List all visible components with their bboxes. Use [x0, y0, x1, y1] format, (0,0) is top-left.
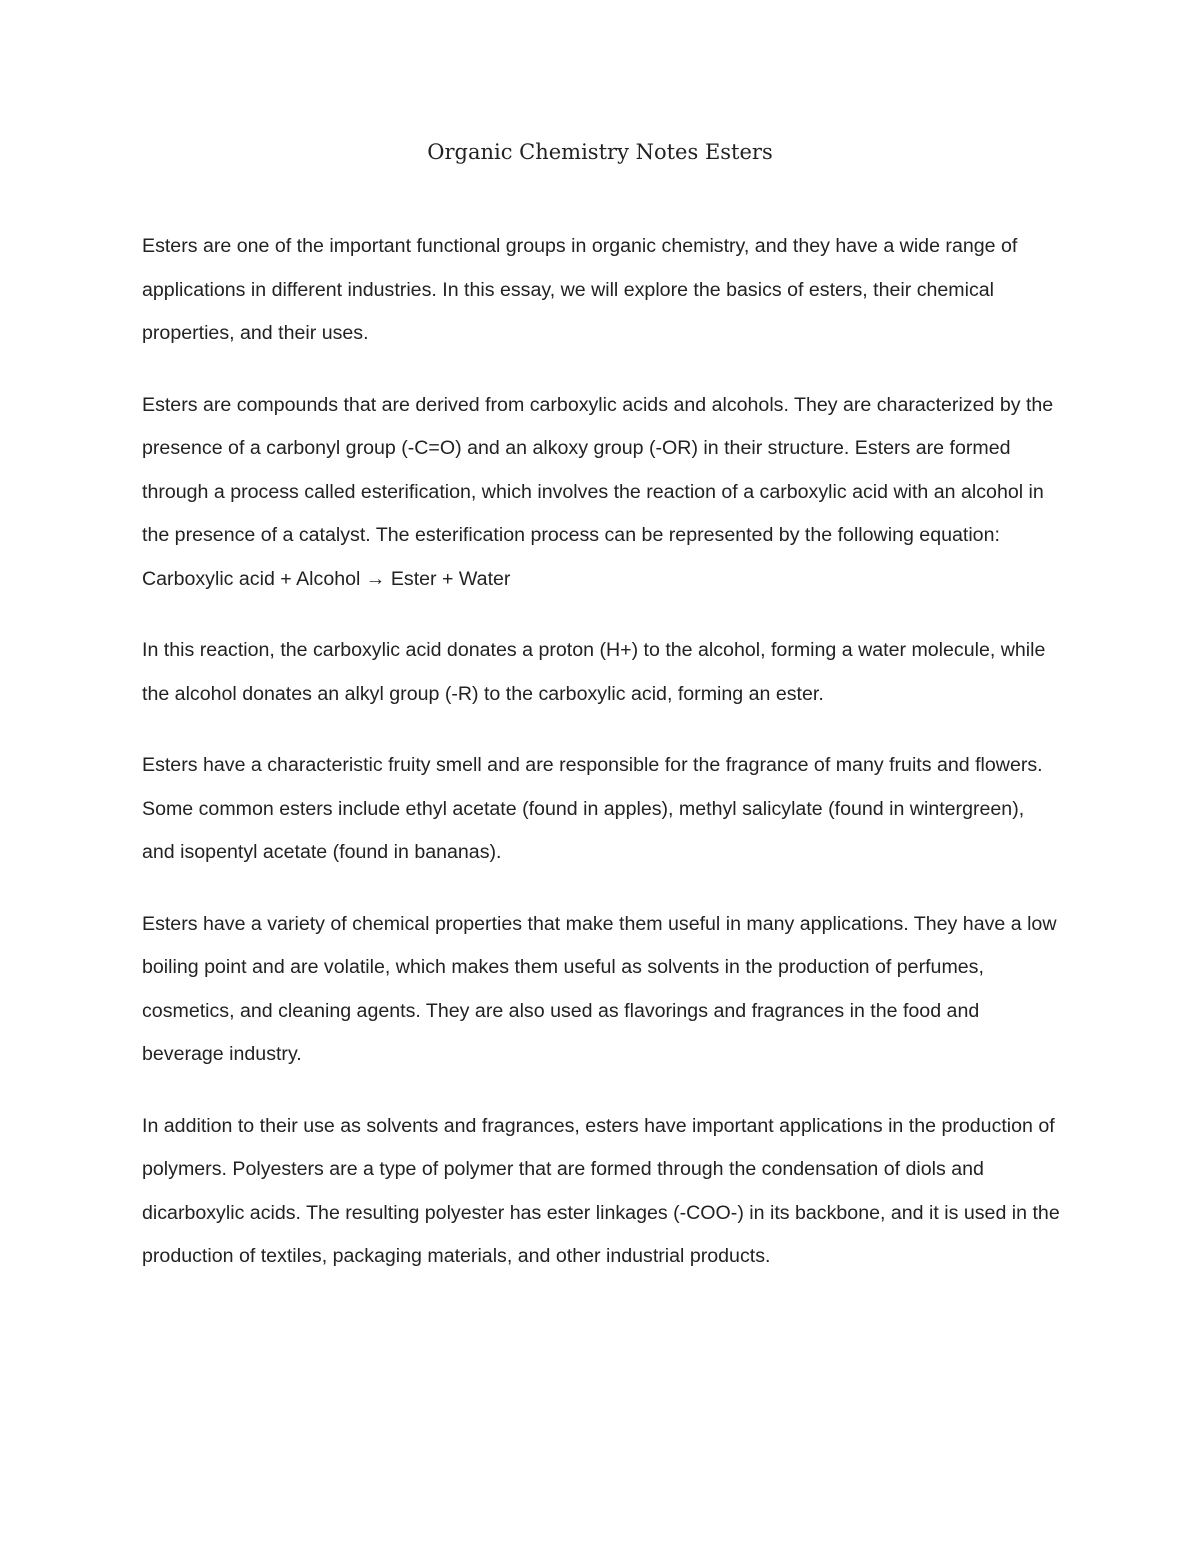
- paragraph-fragrance: Esters have a characteristic fruity smell and are responsible for the fragrance of many fruits and flowers. Some common esters include ethyl acetate (found in apples), methyl salicylate (found in wintergreen), and isopentyl acetate (found in bananas).: [142, 754, 1043, 863]
- document-title: Organic Chemistry Notes Esters: [427, 140, 773, 164]
- paragraph-esterification: Esters are compounds that are derived from carboxylic acids and alcohols. They are characterized by the presence of a carbonyl group (-C=O) and an alkoxy group (-OR) in their structure. Esters are formed through a process called esterification, which involves the reaction of a carboxylic acid with an alcohol in the presence of a catalyst. The esterification process can be represented by the following equation: Carboxylic acid + Alcohol → Ester + Water: [142, 393, 1054, 590]
- paragraph-reaction-mechanism: In this reaction, the carboxylic acid donates a proton (H+) to the alcohol, forming a water molecule, while the alcohol donates an alkyl group (-R) to the carboxylic acid, forming an ester.: [142, 639, 1046, 705]
- paragraph-polymers: In addition to their use as solvents and fragrances, esters have important applications in the production of polymers. Polyesters are a type of polymer that are formed through the condensation of diols and dicarboxylic acids. The resulting polyester has ester linkages (-COO-) in its backbone, and it is used in the production of textiles, packaging materials, and other industrial products.: [142, 1114, 1060, 1267]
- paragraph-introduction: Esters are one of the important functional groups in organic chemistry, and they have a wide range of applications in different industries. In this essay, we will explore the basics of esters, their chemical properties, and their uses.: [142, 235, 1018, 344]
- paragraph-chemical-properties: Esters have a variety of chemical properties that make them useful in many applications. They have a low boiling point and are volatile, which makes them useful as solvents in the production of perfumes, cosmetics, and cleaning agents. They are also used as flavorings and fragrances in the food and beverage industry.: [142, 912, 1057, 1065]
- document-body: [142, 225, 1062, 1307]
